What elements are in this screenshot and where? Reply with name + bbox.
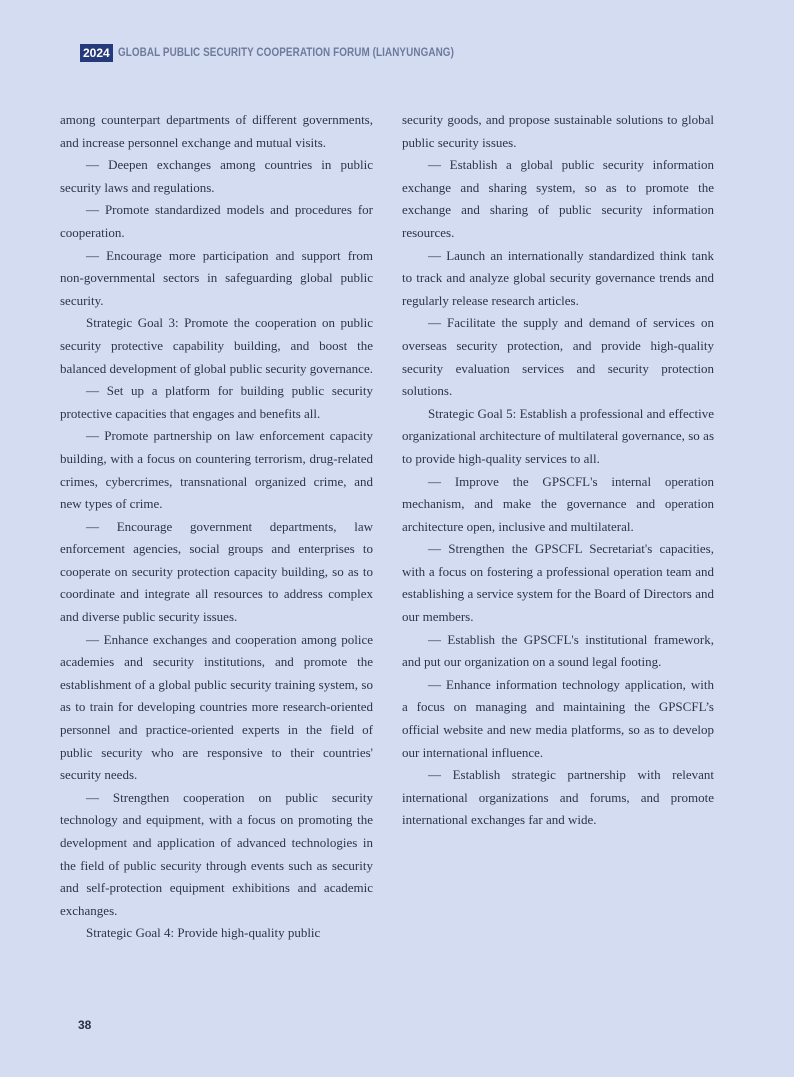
strategic-goal-heading: Strategic Goal 3: Promote the cooperation on public security protective capability building, and boost the balanced development of global public security governance. xyxy=(60,315,373,376)
paragraph: — Launch an internationally standardized think tank to track and analyze global security governance trends and regularly release research articles. xyxy=(402,247,714,308)
paragraph: — Establish strategic partnership with relevant international organizations and forums, and promote international exchanges far and wide. xyxy=(402,767,714,828)
paragraph: — Strengthen the GPSCFL Secretariat's capacities, with a focus on fostering a professional operation team and establishing a service system for the Board of Directors and our members. xyxy=(402,541,714,625)
paragraph: — Facilitate the supply and demand of services on overseas security protection, and provide high-quality security evaluation services and security protection solutions. xyxy=(402,315,714,399)
paragraph: — Enhance exchanges and cooperation among police academies and security institutions, and promote the establishment of a global public security training system, so as to train for developing countries more research-oriented personnel and practice-oriented experts in the field of public security who are responsive to their countries' security needs. xyxy=(60,631,373,783)
strategic-goal-heading: Strategic Goal 4: Provide high-quality public xyxy=(86,925,321,941)
page-number: 38 xyxy=(78,1018,92,1032)
paragraph: — Improve the GPSCFL's internal operation mechanism, and make the governance and operation architecture open, inclusive and multilateral. xyxy=(402,473,714,534)
paragraph: — Strengthen cooperation on public security technology and equipment, with a focus on promoting the development and application of advanced technologies in the field of public security through events such as security and self-protection equipment exhibitions and academic exchanges. xyxy=(60,789,373,918)
paragraph: — Deepen exchanges among countries in public security laws and regulations. xyxy=(60,157,373,195)
paragraph: — Promote standardized models and procedures for cooperation. xyxy=(60,202,373,240)
paragraph: — Encourage government departments, law enforcement agencies, social groups and enterprises to cooperate on security protection capacity building, so as to coordinate and integrate all resources to address complex and diverse public security issues. xyxy=(60,518,373,625)
strategic-goal-heading: Strategic Goal 5: Establish a professional and effective organizational architecture of multilateral governance, so as to provide high-quality services to all. xyxy=(402,405,714,466)
paragraph: — Encourage more participation and support from non-governmental sectors in safeguarding global public security. xyxy=(60,247,373,308)
paragraph: among counterpart departments of different governments, and increase personnel exchange and mutual visits. xyxy=(60,112,373,150)
paragraph: — Promote partnership on law enforcement capacity building, with a focus on countering terrorism, drug-related crimes, cybercrimes, transnational organized crime, and new types of crime. xyxy=(60,428,373,512)
paragraph: — Establish a global public security information exchange and sharing system, so as to promote the exchange and sharing of public security information resources. xyxy=(402,157,714,240)
paragraph: — Establish the GPSCFL's institutional framework, and put our organization on a sound legal footing. xyxy=(402,631,714,670)
header-title: GLOBAL PUBLIC SECURITY COOPERATION FORUM (LIANYUNGANG) xyxy=(117,47,454,59)
left-column xyxy=(60,109,373,945)
running-header xyxy=(80,44,508,62)
right-column xyxy=(402,109,714,832)
paragraph: — Enhance information technology application, with a focus on managing and maintaining the GPSCFL’s official website and new media platforms, so as to develop our international influence. xyxy=(402,676,714,760)
paragraph: — Set up a platform for building public security protective capacities that engages and benefits all. xyxy=(60,383,373,421)
paragraph: security goods, and propose sustainable solutions to global public security issues. xyxy=(402,112,714,150)
year-badge: 2024 xyxy=(80,44,113,62)
